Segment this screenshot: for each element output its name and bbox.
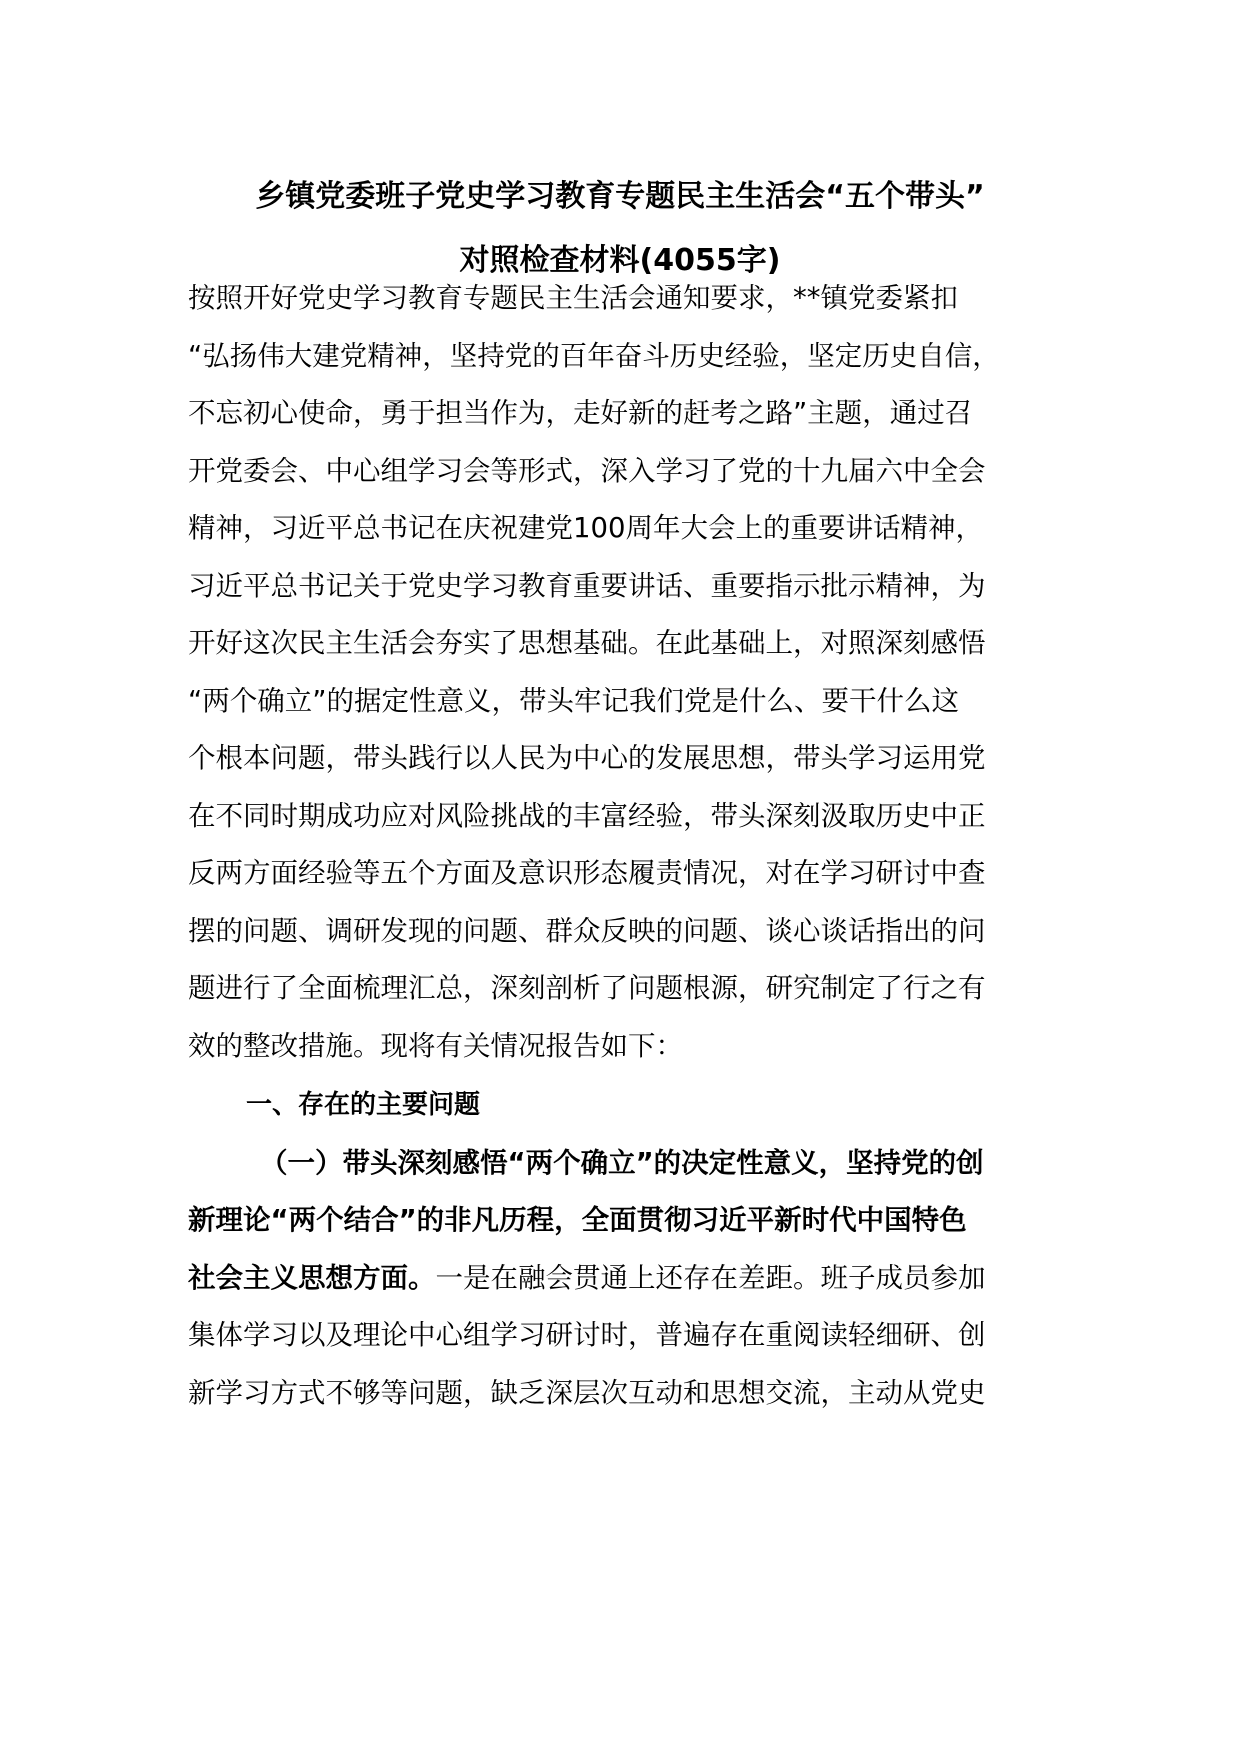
intro-line-9: 个根本问题，带头践行以人民为中心的发展思想，带头学习运用党	[188, 742, 986, 774]
intro-line-14: 效的整改措施。现将有关情况报告如下：	[188, 1030, 683, 1062]
subsection-heading-line-1: （一）带头深刻感悟“两个确立”的决定性意义，坚持党的创	[260, 1147, 984, 1179]
intro-line-13: 题进行了全面梳理汇总，深刻剖析了问题根源，研究制定了行之有	[188, 972, 986, 1004]
document-title-line-2: 对照检查材料(4055字)	[459, 243, 781, 278]
subsection-heading-line-2: 新理论“两个结合”的非凡历程，全面贯彻习近平新时代中国特色	[188, 1204, 967, 1236]
intro-line-2: “弘扬伟大建党精神，坚持党的百年奋斗历史经验，坚定历史自信，	[188, 340, 1000, 372]
intro-line-8: “两个确立”的据定性意义，带头牢记我们党是什么、要干什么这	[188, 685, 959, 717]
intro-line-5: 精神，习近平总书记在庆祝建党100周年大会上的重要讲话精神，	[188, 512, 983, 544]
intro-line-1: 按照开好党史学习教育专题民主生活会通知要求，**镇党委紧扣	[188, 282, 958, 314]
section-heading: 一、存在的主要问题	[246, 1090, 481, 1120]
intro-line-3: 不忘初心使命，勇于担当作为，走好新的赶考之路”主题，通过召	[188, 397, 973, 429]
body-line-2: 新学习方式不够等问题，缺乏深层次互动和思想交流，主动从党史	[188, 1377, 986, 1409]
intro-line-12: 摆的问题、调研发现的问题、群众反映的问题、谈心谈话指出的问	[188, 915, 986, 947]
intro-line-4: 开党委会、中心组学习会等形式，深入学习了党的十九届六中全会	[188, 455, 986, 487]
intro-line-11: 反两方面经验等五个方面及意识形态履责情况，对在学习研讨中查	[188, 857, 986, 889]
document-title-line-1: 乡镇党委班子党史学习教育专题民主生活会“五个带头”	[255, 179, 985, 214]
intro-line-7: 开好这次民主生活会夯实了思想基础。在此基础上，对照深刻感悟	[188, 627, 986, 659]
intro-line-6: 习近平总书记关于党史学习教育重要讲话、重要指示批示精神，为	[188, 570, 986, 602]
subsection-line-3	[188, 1258, 986, 1298]
body-line-1: 集体学习以及理论中心组学习研讨时，普遍存在重阅读轻细研、创	[188, 1319, 986, 1351]
intro-line-10: 在不同时期成功应对风险挑战的丰富经验，带头深刻汲取历史中正	[188, 800, 986, 832]
subsection-body-start: 一是在融会贯通上还存在差距。班子成员参加	[435, 1262, 986, 1294]
subsection-heading-end: 社会主义思想方面。	[188, 1262, 436, 1294]
